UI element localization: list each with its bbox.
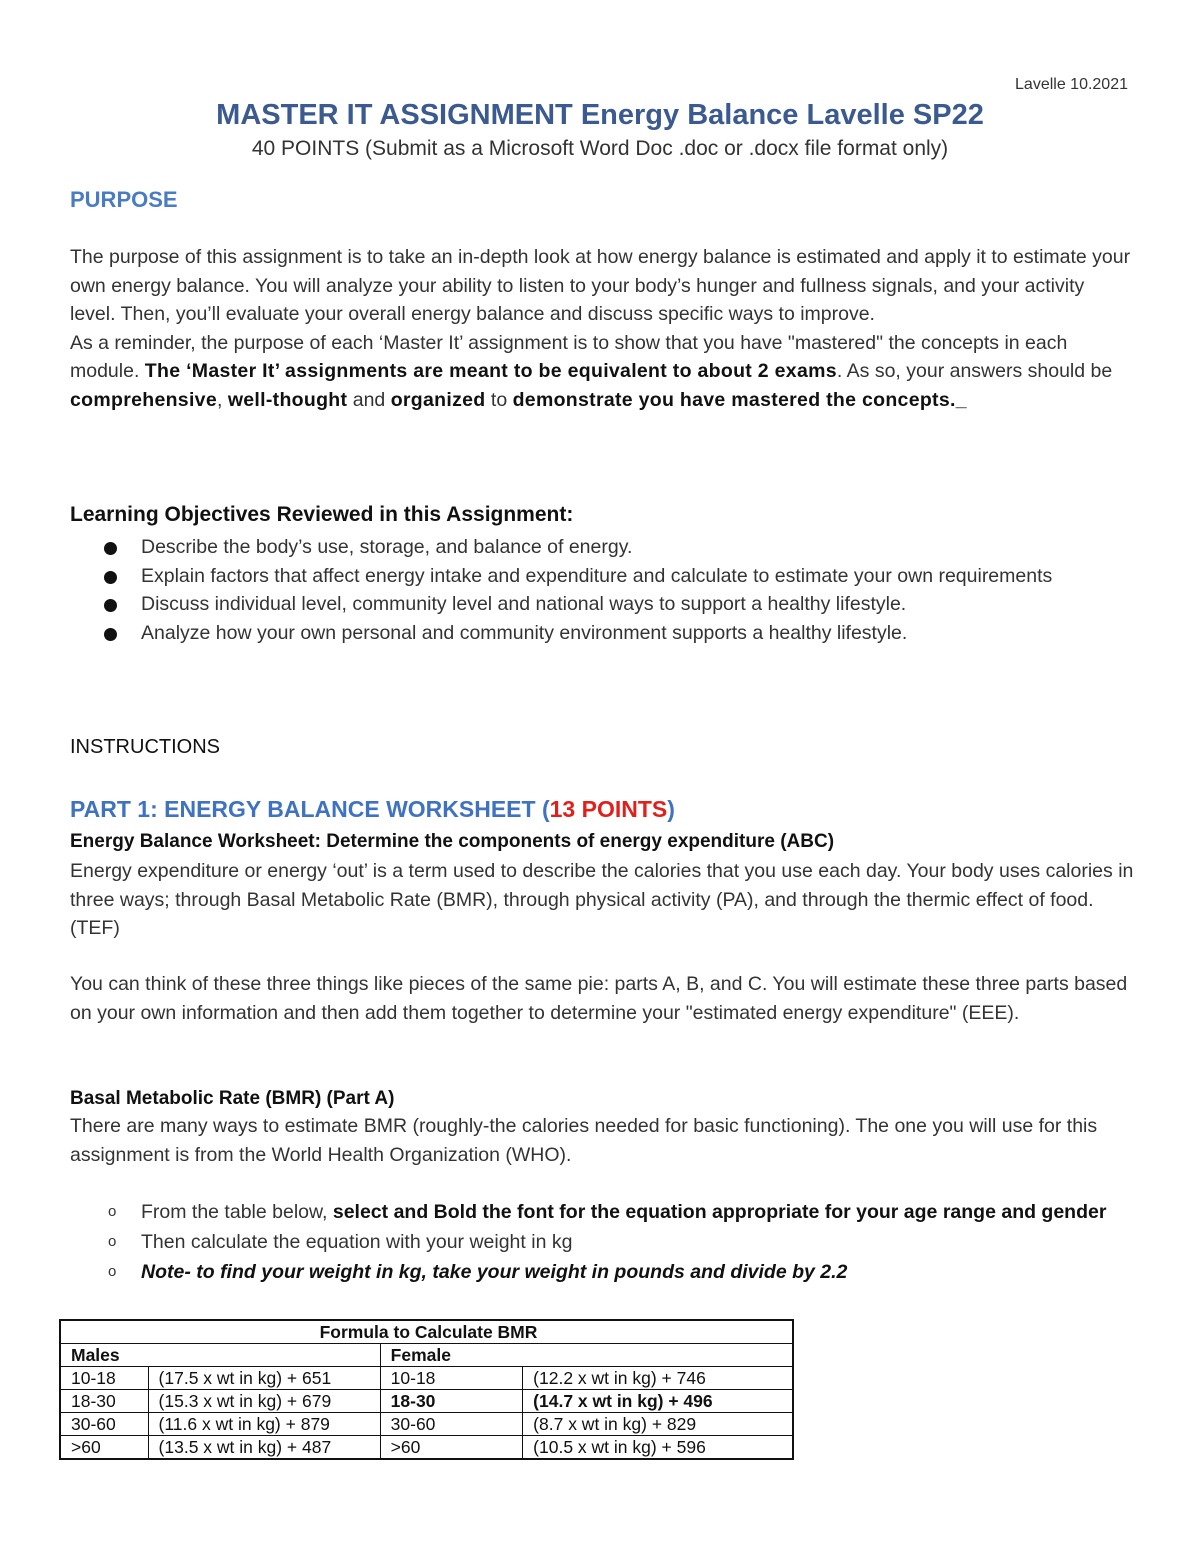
step-text: From the table below, <box>141 1201 333 1223</box>
female-age-cell: 10-18 <box>380 1367 523 1390</box>
list-item <box>104 619 1104 648</box>
purpose-emphasis: ._ <box>950 388 967 411</box>
document-subtitle: 40 POINTS (Submit as a Microsoft Word Doc .doc or .docx file format only) <box>251 137 949 160</box>
purpose-text-fragment: . As so, your answers should be <box>836 360 1113 382</box>
objective-text: Explain factors that affect energy intake and expenditure and calculate to estimate your own requirements <box>141 564 1053 587</box>
purpose-text-fragment: , <box>216 388 228 411</box>
bullet-icon <box>104 571 117 584</box>
table-row <box>60 1436 793 1460</box>
male-age-cell: >60 <box>60 1436 148 1460</box>
purpose-paragraph <box>70 243 1135 414</box>
step-note: Note- to find your weight in kg, take your weight in pounds and divide by 2.2 <box>141 1261 848 1283</box>
bullet-icon <box>104 628 117 641</box>
female-age-cell: >60 <box>380 1436 523 1460</box>
bullet-icon <box>104 599 117 612</box>
list-item <box>104 1197 1114 1227</box>
table-caption: Formula to Calculate BMR <box>60 1320 793 1344</box>
objectives-list <box>104 533 1104 647</box>
purpose-emphasis: demonstrate you have mastered the concepts <box>512 388 950 411</box>
part1-heading-text: PART 1: ENERGY BALANCE WORKSHEET ( <box>70 796 550 822</box>
purpose-text: The purpose of this assignment is to take an in-depth look at how energy balance is estimated and apply it to estimate your own energy balance. You will analyze your ability to listen to your body’s hunger and fullness signals, and your activity level. Then, you’ll evaluate your overall energy balance and discuss specific ways to improve. <box>70 246 1131 325</box>
male-header: Males <box>60 1344 380 1367</box>
objectives-heading: Learning Objectives Reviewed in this Assignment: <box>70 503 574 526</box>
document-title: MASTER IT ASSIGNMENT Energy Balance Lavelle SP22 <box>216 99 984 131</box>
part1-paragraph-1: Energy expenditure or energy ‘out’ is a term used to describe the calories that you use each day. Your body uses calories in three ways; through Basal Metabolic Rate (BMR), through physical activity (PA), and through the thermic effect of food. (TEF) <box>70 860 1134 939</box>
male-formula-cell: (11.6 x wt in kg) + 879 <box>148 1413 380 1436</box>
objective-text: Analyze how your own personal and community environment supports a healthy lifestyle. <box>141 621 908 644</box>
bullet-icon: o <box>108 1263 117 1280</box>
female-age-cell: 18-30 <box>380 1390 523 1413</box>
female-age-cell: 30-60 <box>380 1413 523 1436</box>
step-text: Then calculate the equation with your weight in kg <box>141 1231 573 1253</box>
purpose-text-fragment: to <box>485 388 513 411</box>
header-note: Lavelle 10.2021 <box>1015 76 1128 93</box>
purpose-reminder: As a reminder, the purpose of each ‘Master It’ assignment is to show that you have "mastered" the concepts in each module. <box>70 331 1068 382</box>
bullet-icon <box>104 542 117 555</box>
list-item <box>104 562 1104 591</box>
purpose-emphasis: comprehensive <box>70 388 217 411</box>
part1-heading-close: ) <box>667 796 675 822</box>
objective-text: Describe the body’s use, storage, and balance of energy. <box>141 536 633 558</box>
step-emphasis: select and Bold the font for the equation appropriate for your age range and gender <box>332 1201 1107 1223</box>
purpose-emphasis: organized <box>390 388 486 411</box>
part1-paragraph-2: You can think of these three things like pieces of the same pie: parts A, B, and C. You will estimate these three parts based on your own information and then add them together to determine your "estimated energy expenditure" (EEE). <box>70 973 1128 1024</box>
female-formula-cell: (8.7 x wt in kg) + 829 <box>523 1413 793 1436</box>
purpose-heading: PURPOSE <box>70 187 178 212</box>
male-formula-cell: (13.5 x wt in kg) + 487 <box>148 1436 380 1460</box>
instructions-heading: INSTRUCTIONS <box>70 736 220 758</box>
table-row <box>60 1413 793 1436</box>
purpose-text-fragment: and <box>347 388 391 411</box>
bullet-icon: o <box>108 1203 117 1220</box>
part1-subheading: Energy Balance Worksheet: Determine the components of energy expenditure (ABC) <box>70 831 835 852</box>
male-formula-cell: (17.5 x wt in kg) + 651 <box>148 1367 380 1390</box>
bmr-heading: Basal Metabolic Rate (BMR) (Part A) <box>70 1088 395 1109</box>
list-item <box>104 533 1104 562</box>
male-age-cell: 18-30 <box>60 1390 148 1413</box>
female-formula-cell: (14.7 x wt in kg) + 496 <box>523 1390 793 1413</box>
list-item <box>104 1227 1114 1257</box>
female-formula-cell: (12.2 x wt in kg) + 746 <box>523 1367 793 1390</box>
purpose-emphasis: The ‘Master It’ assignments are meant to be equivalent to about 2 exams <box>144 360 837 382</box>
bmr-table <box>59 1319 794 1460</box>
male-age-cell: 10-18 <box>60 1367 148 1390</box>
list-item <box>104 1257 1114 1287</box>
table-row <box>60 1390 793 1413</box>
female-formula-cell: (10.5 x wt in kg) + 596 <box>523 1436 793 1460</box>
male-age-cell: 30-60 <box>60 1413 148 1436</box>
bmr-paragraph: There are many ways to estimate BMR (roughly-the calories needed for basic functioning). The one you will use for this assignment is from the World Health Organization (WHO). <box>70 1115 1098 1166</box>
bmr-steps <box>104 1197 1114 1287</box>
bullet-icon: o <box>108 1233 117 1250</box>
purpose-emphasis: well-thought <box>227 388 348 411</box>
female-header: Female <box>380 1344 793 1367</box>
list-item <box>104 590 1104 619</box>
part1-heading <box>70 796 675 823</box>
part1-points: 13 POINTS <box>549 796 668 822</box>
objective-text: Discuss individual level, community level and national ways to support a healthy lifestyle. <box>141 593 907 615</box>
male-formula-cell: (15.3 x wt in kg) + 679 <box>148 1390 380 1413</box>
table-row <box>60 1367 793 1390</box>
